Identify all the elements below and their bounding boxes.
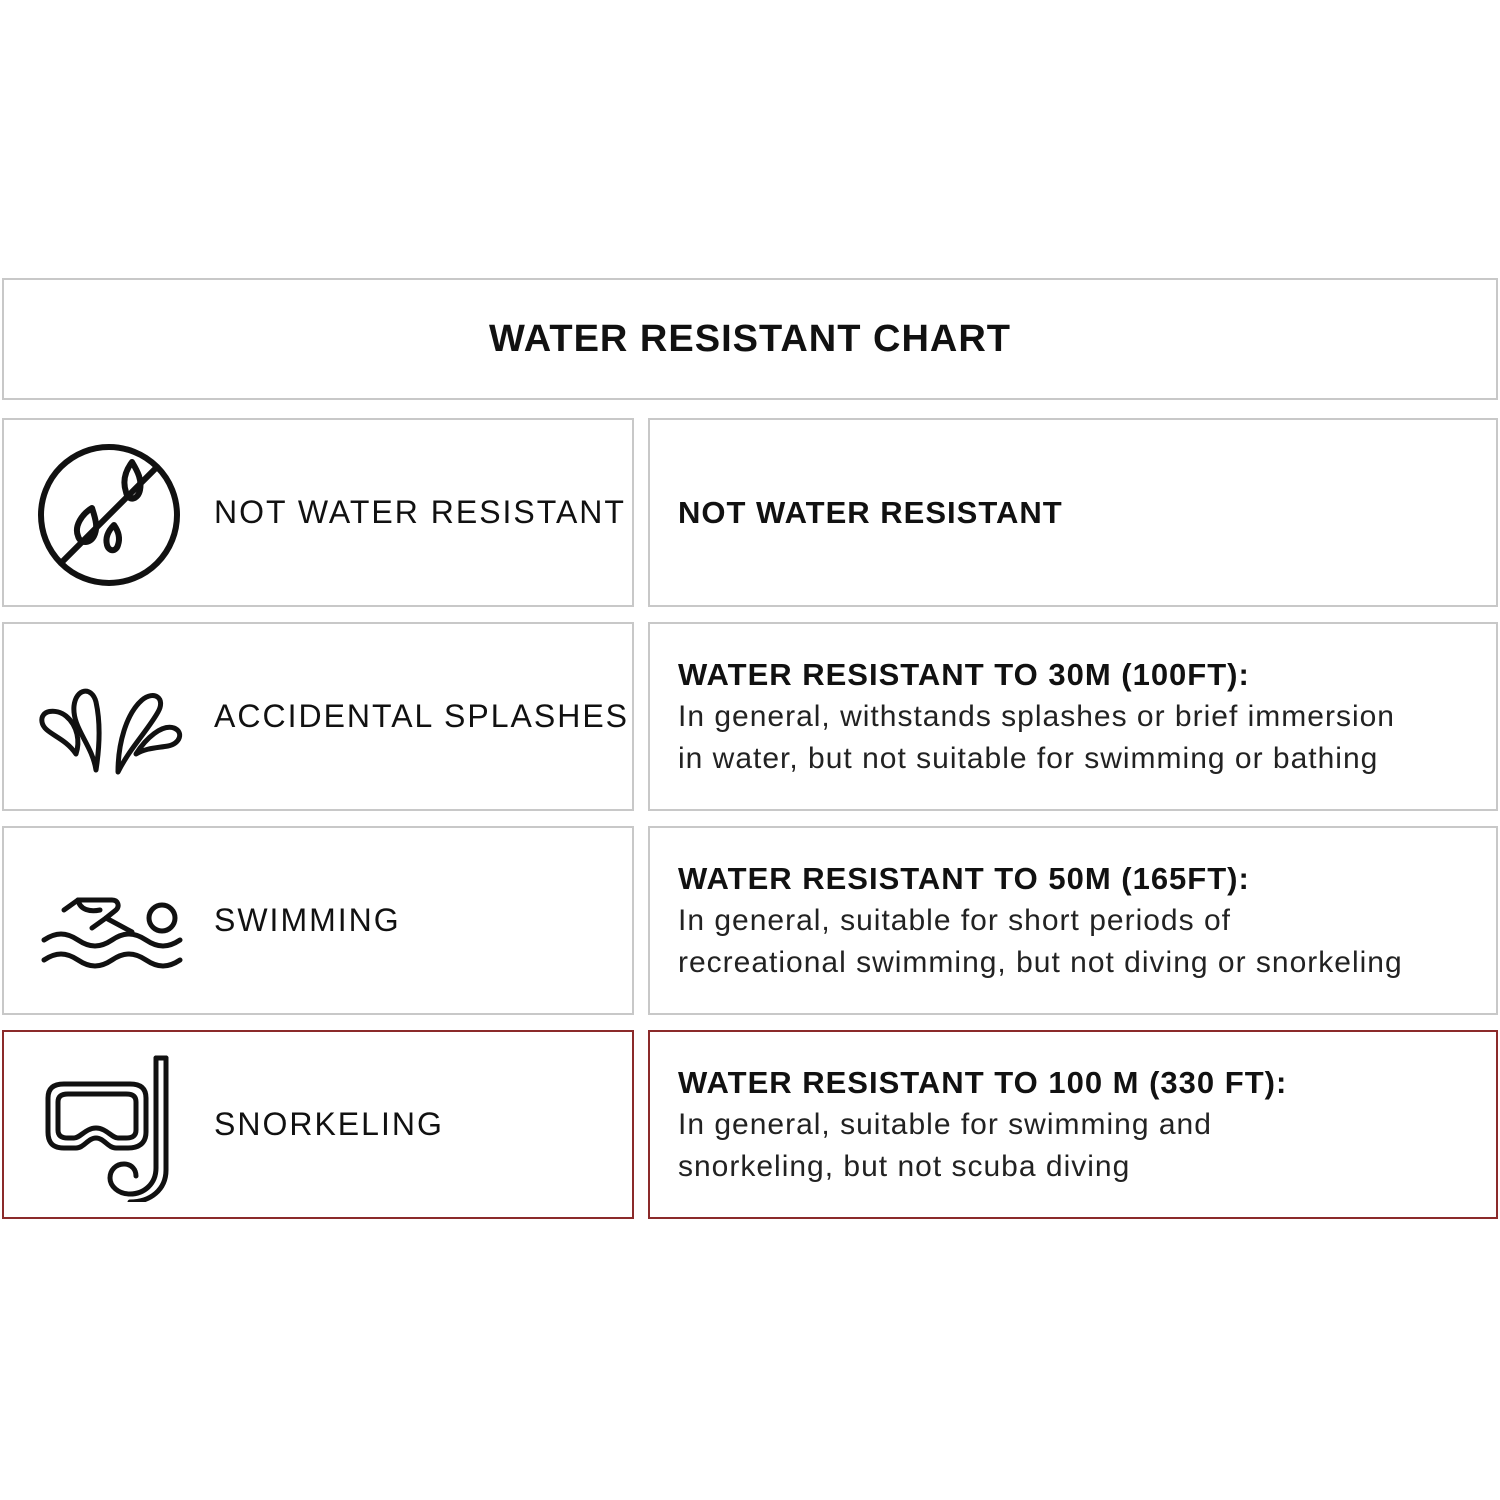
row-heading: WATER RESISTANT TO 100 M (330 FT): (678, 1064, 1288, 1100)
row-swimming-label-cell (2, 826, 634, 1015)
row-not-water-resistant-label-cell (2, 418, 634, 607)
row-accidental-splashes-label-cell (2, 622, 634, 811)
row-snorkeling-description-cell (648, 1030, 1498, 1219)
water-splash-icon (34, 644, 184, 794)
row-description-line: snorkeling, but not scuba diving (678, 1149, 1131, 1183)
swimmer-icon (34, 848, 184, 998)
snorkel-mask-icon (34, 1052, 184, 1202)
row-accidental-splashes-description-cell (648, 622, 1498, 811)
chart-title: WATER RESISTANT CHART (488, 317, 1011, 360)
chart-title-box (2, 278, 1498, 400)
row-description-line: In general, suitable for short periods of (678, 903, 1231, 937)
row-heading: WATER RESISTANT TO 50M (165FT): (678, 860, 1250, 896)
row-heading: WATER RESISTANT TO 30M (100FT): (678, 656, 1250, 692)
row-label: SWIMMING (214, 902, 401, 938)
row-description-line: In general, suitable for swimming and (678, 1107, 1212, 1141)
no-water-drops-icon (34, 440, 184, 590)
row-description-line: in water, but not suitable for swimming or bathing (678, 741, 1379, 775)
row-swimming-description-cell (648, 826, 1498, 1015)
row-not-water-resistant-description-cell (648, 418, 1498, 607)
row-description-line: recreational swimming, but not diving or snorkeling (678, 945, 1403, 979)
row-label: ACCIDENTAL SPLASHES (214, 698, 629, 734)
row-description-line: In general, withstands splashes or brief immersion (678, 699, 1395, 733)
row-label: NOT WATER RESISTANT (214, 494, 626, 530)
row-snorkeling-label-cell (2, 1030, 634, 1219)
row-label: SNORKELING (214, 1106, 444, 1142)
row-heading: NOT WATER RESISTANT (678, 494, 1063, 530)
